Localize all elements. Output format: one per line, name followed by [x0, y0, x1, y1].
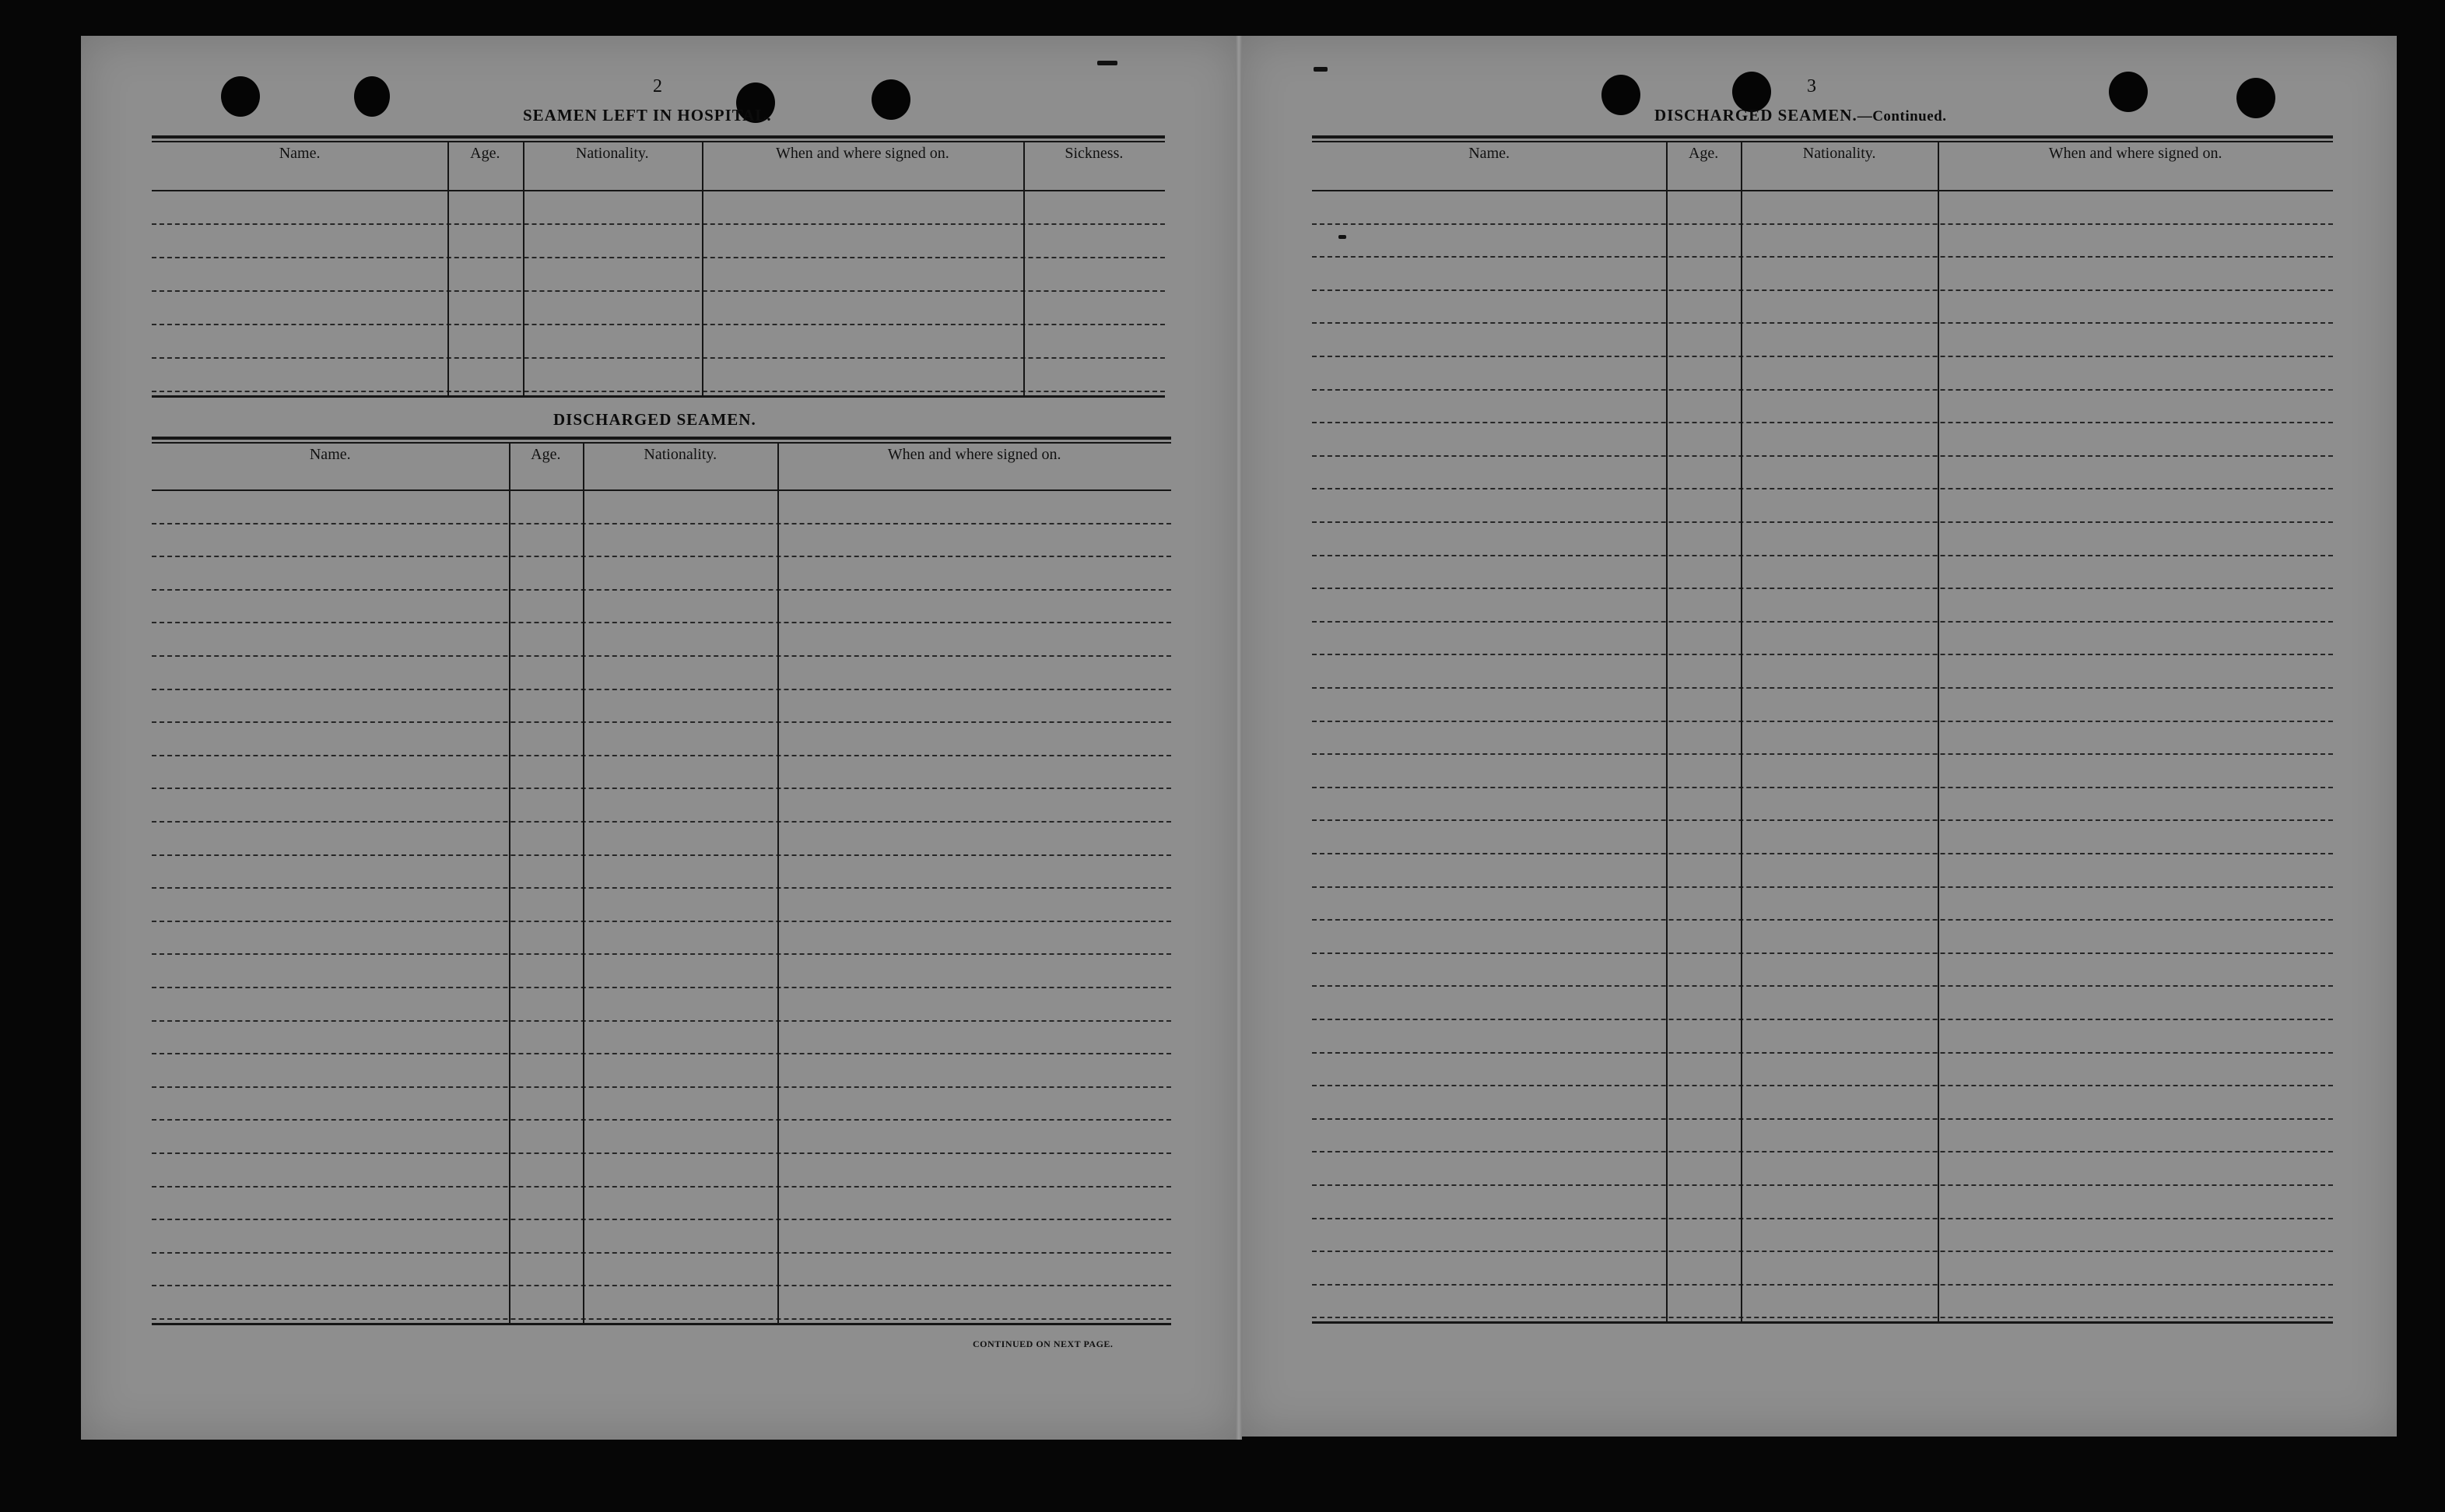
column-header: Nationality. [575, 145, 649, 162]
header-rule [152, 489, 1171, 491]
hospital-section-title: SEAMEN LEFT IN HOSPITAL. [523, 106, 772, 125]
page-number: 2 [653, 76, 663, 96]
ruled-row [1312, 1052, 2333, 1054]
ruled-row [1312, 1284, 2333, 1286]
column-header: Age. [531, 446, 561, 463]
column-divider [523, 142, 524, 395]
ruled-row [1312, 1218, 2333, 1219]
column-divider [1023, 142, 1025, 395]
ruled-row [1312, 919, 2333, 921]
ruled-row [152, 854, 1171, 856]
ruled-row [152, 1020, 1171, 1022]
ruled-row [1312, 289, 2333, 291]
ruled-row [1312, 721, 2333, 722]
ruled-row [1312, 1184, 2333, 1186]
ruled-row [1312, 555, 2333, 556]
ruled-row [152, 290, 1165, 292]
punch-hole [221, 76, 260, 117]
column-header: Name. [309, 446, 351, 463]
ruled-row [1312, 488, 2333, 489]
ruled-row [152, 589, 1171, 591]
top-rule-thin [1312, 141, 2333, 142]
column-header: When and where signed on. [2048, 145, 2222, 162]
column-divider [1666, 142, 1668, 1321]
top-rule-thin [152, 141, 1165, 142]
ruled-row [1312, 952, 2333, 954]
column-header: Name. [1468, 145, 1510, 162]
column-header: Age. [1688, 145, 1719, 162]
ruled-row [152, 921, 1171, 922]
top-rule [1312, 135, 2333, 139]
ruled-row [152, 788, 1171, 789]
punch-hole [2236, 78, 2275, 118]
bottom-rule [152, 395, 1165, 398]
ruled-row [152, 887, 1171, 889]
ruled-row [1312, 588, 2333, 589]
ruled-row [152, 1318, 1171, 1320]
top-rule [152, 437, 1171, 440]
header-rule [152, 190, 1165, 191]
title-suffix: —Continued. [1857, 108, 1947, 125]
hospital-table [152, 135, 1165, 400]
ink-speck [1097, 61, 1117, 65]
ruled-row [152, 689, 1171, 690]
ruled-row [1312, 753, 2333, 755]
column-header: When and where signed on. [887, 446, 1061, 463]
discharged-continued-title [1654, 106, 1946, 125]
ruled-row [152, 391, 1165, 392]
ruled-row [152, 987, 1171, 988]
ruled-row [1312, 1151, 2333, 1152]
discharged-table [152, 437, 1171, 1335]
column-header: Age. [470, 145, 500, 162]
ruled-row [152, 357, 1165, 359]
ruled-row [1312, 322, 2333, 324]
column-divider [777, 444, 779, 1323]
ruled-row [152, 1285, 1171, 1286]
ruled-row [152, 622, 1171, 623]
ruled-row [1312, 621, 2333, 623]
column-divider [509, 444, 510, 1323]
ruled-row [152, 755, 1171, 756]
ruled-row [1312, 455, 2333, 457]
ruled-row [152, 1119, 1171, 1121]
ruled-row [1312, 356, 2333, 357]
ruled-row [152, 257, 1165, 258]
ruled-row [152, 1086, 1171, 1088]
ruled-row [1312, 886, 2333, 888]
ruled-row [1312, 985, 2333, 987]
header-rule [1312, 190, 2333, 191]
ruled-row [1312, 389, 2333, 391]
ink-speck [1314, 67, 1328, 72]
column-divider [1938, 142, 1939, 1321]
column-header: Nationality. [644, 446, 717, 463]
ruled-row [1312, 256, 2333, 258]
ruled-row [152, 821, 1171, 823]
top-rule-thin [152, 442, 1171, 444]
ruled-row [1312, 1085, 2333, 1086]
ruled-row [1312, 654, 2333, 655]
column-header: When and where signed on. [775, 145, 949, 162]
ruled-row [152, 1186, 1171, 1187]
ruled-row [1312, 1317, 2333, 1318]
ruled-row [1312, 223, 2333, 225]
page-fold [1236, 36, 1242, 1440]
ruled-row [1312, 819, 2333, 821]
ruled-row [152, 1053, 1171, 1054]
continued-note: CONTINUED ON NEXT PAGE. [973, 1338, 1114, 1349]
ruled-row [152, 1252, 1171, 1254]
ruled-row [152, 523, 1171, 524]
ruled-row [152, 1219, 1171, 1220]
ruled-row [152, 324, 1165, 325]
ruled-row [152, 655, 1171, 657]
ruled-row [1312, 853, 2333, 854]
column-header: Sickness. [1065, 145, 1124, 162]
ruled-row [152, 556, 1171, 557]
ruled-row [152, 223, 1165, 225]
page-number: 3 [1807, 76, 1817, 96]
ruled-row [1312, 422, 2333, 423]
bottom-rule [1312, 1321, 2333, 1324]
discharged-continued-table [1312, 135, 2333, 1338]
ruled-row [152, 953, 1171, 955]
ruled-row [1312, 687, 2333, 689]
column-divider [702, 142, 703, 395]
punch-hole [2109, 72, 2148, 112]
punch-hole [1601, 75, 1640, 115]
ruled-row [1312, 1019, 2333, 1020]
ruled-row [152, 1152, 1171, 1154]
top-rule [152, 135, 1165, 139]
title-text: DISCHARGED SEAMEN. [1654, 106, 1857, 125]
ruled-row [152, 721, 1171, 723]
bottom-rule [152, 1323, 1171, 1325]
ruled-row [1312, 1118, 2333, 1120]
ruled-row [1312, 521, 2333, 523]
discharged-section-title: DISCHARGED SEAMEN. [553, 410, 756, 429]
column-header: Name. [279, 145, 321, 162]
punch-hole [354, 76, 390, 117]
ruled-row [1312, 787, 2333, 788]
ruled-row [1312, 1251, 2333, 1252]
column-divider [1741, 142, 1742, 1321]
punch-hole [872, 79, 910, 120]
column-divider [583, 444, 584, 1323]
column-header: Nationality. [1802, 145, 1876, 162]
column-divider [447, 142, 449, 395]
